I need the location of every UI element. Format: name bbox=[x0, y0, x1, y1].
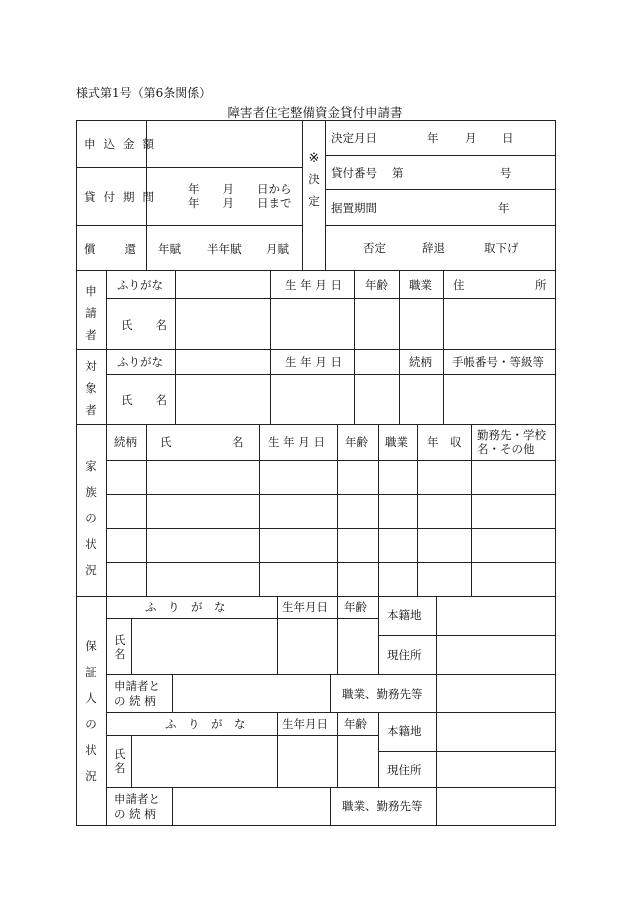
guarantor1-age-label: 年齢 bbox=[344, 600, 367, 614]
guarantor1-name-label-1: 氏 bbox=[114, 633, 126, 647]
guarantor1-address-label: 現住所 bbox=[387, 648, 422, 662]
decision-label: 決 定 bbox=[308, 172, 320, 208]
subject-relation-label: 続柄 bbox=[409, 355, 432, 369]
family-work-label-1: 勤務先・学校 bbox=[477, 428, 546, 442]
decision-date-year: 年 bbox=[427, 131, 439, 145]
guarantor2-age-label: 年齢 bbox=[344, 717, 367, 731]
guarantor2-relation-label-2: の 続 柄 bbox=[114, 807, 156, 821]
subject-handbook-label: 手帳番号・等級等 bbox=[452, 355, 544, 369]
repay-option-annual: 年賦 bbox=[158, 242, 181, 256]
guarantor-section-label: 保 証 人 の 状 況 bbox=[85, 639, 97, 783]
applicant-name-label: 氏 名 bbox=[121, 318, 167, 332]
guarantor2-name-label-2: 名 bbox=[114, 761, 126, 775]
period-to: 年 月 日まで bbox=[188, 196, 292, 210]
decision-date-month: 月 bbox=[465, 131, 477, 145]
decision-date-day: 日 bbox=[502, 131, 514, 145]
applicant-address-label-1: 住 bbox=[453, 278, 465, 292]
repayment-label: 償 還 bbox=[84, 242, 138, 256]
family-work-label-2: 名・その他 bbox=[477, 442, 535, 456]
subject-section-label: 対 象 者 bbox=[85, 359, 97, 417]
applicant-section-label: 申 請 者 bbox=[85, 284, 97, 342]
family-section-label: 家 族 の 状 況 bbox=[85, 459, 97, 577]
period-from: 年 月 日から bbox=[188, 182, 292, 196]
guarantor2-name-label-1: 氏 bbox=[114, 747, 126, 761]
family-birth-label: 生 年 月 日 bbox=[268, 435, 325, 449]
family-income-label: 年 収 bbox=[427, 435, 462, 449]
result-withdrawn: 取下げ bbox=[484, 241, 519, 255]
guarantor2-birth-label: 生年月日 bbox=[282, 717, 328, 731]
guarantor1-job-label: 職業、勤務先等 bbox=[342, 687, 423, 701]
grace-period-unit: 年 bbox=[498, 201, 510, 215]
family-name-label-2: 名 bbox=[232, 435, 244, 449]
guarantor1-relation-label-2: の 続 柄 bbox=[114, 694, 156, 708]
guarantor1-furigana-label: ふ り が な bbox=[145, 600, 226, 614]
family-age-label: 年齢 bbox=[345, 435, 368, 449]
form-number-label: 様式第1号（第6条関係） bbox=[76, 86, 212, 100]
grace-period-label: 据置期間 bbox=[331, 201, 377, 215]
period-label: 貸付期間 bbox=[84, 190, 162, 204]
loan-number-label: 貸付番号 bbox=[331, 166, 377, 180]
guarantor2-relation-label-1: 申請者と bbox=[114, 792, 160, 806]
guarantor2-domicile-label: 本籍地 bbox=[387, 724, 422, 738]
decision-date-label: 決定月日 bbox=[331, 131, 377, 145]
applicant-job-label: 職業 bbox=[409, 278, 432, 292]
document-title: 障害者住宅整備資金貸付申請書 bbox=[227, 105, 403, 120]
repay-option-monthly: 月賦 bbox=[266, 242, 289, 256]
loan-number-suffix: 号 bbox=[500, 166, 512, 180]
amount-label: 申込金額 bbox=[84, 137, 162, 151]
guarantor2-address-label: 現住所 bbox=[387, 763, 422, 777]
subject-name-label: 氏 名 bbox=[121, 393, 167, 407]
subject-furigana-label: ふりがな bbox=[117, 355, 163, 369]
subject-birth-label: 生 年 月 日 bbox=[285, 355, 342, 369]
guarantor1-birth-label: 生年月日 bbox=[282, 600, 328, 614]
applicant-address-label-2: 所 bbox=[535, 278, 547, 292]
family-name-label-1: 氏 bbox=[160, 435, 172, 449]
decision-mark: ※ bbox=[308, 151, 320, 166]
repay-option-semiannual: 半年賦 bbox=[207, 242, 242, 256]
result-declined: 辞退 bbox=[422, 241, 445, 255]
result-denied: 否定 bbox=[363, 241, 386, 255]
applicant-furigana-label: ふりがな bbox=[117, 278, 163, 292]
family-relation-label: 続柄 bbox=[114, 435, 137, 449]
guarantor1-name-label-2: 名 bbox=[114, 647, 126, 661]
guarantor2-job-label: 職業、勤務先等 bbox=[342, 799, 423, 813]
applicant-age-label: 年齢 bbox=[365, 278, 388, 292]
applicant-birth-label: 生 年 月 日 bbox=[285, 278, 342, 292]
guarantor1-relation-label-1: 申請者と bbox=[114, 679, 160, 693]
guarantor1-domicile-label: 本籍地 bbox=[387, 608, 422, 622]
family-job-label: 職業 bbox=[385, 435, 408, 449]
loan-number-prefix: 第 bbox=[392, 166, 404, 180]
guarantor2-furigana-label: ふ り が な bbox=[165, 717, 246, 731]
